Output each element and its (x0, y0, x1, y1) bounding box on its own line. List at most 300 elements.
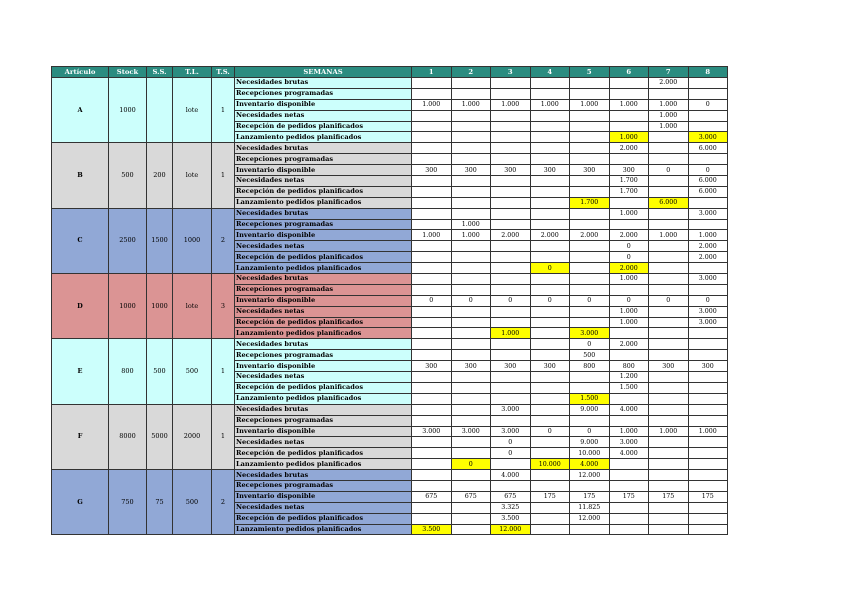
week-value-cell[interactable] (688, 110, 728, 121)
week-value-cell[interactable] (451, 448, 491, 459)
week-value-cell[interactable] (570, 480, 610, 491)
week-value-cell[interactable] (491, 143, 531, 154)
week-value-cell[interactable]: 0 (530, 426, 570, 437)
week-value-cell[interactable] (530, 502, 570, 513)
row-label-cell[interactable]: Recepciones programadas (235, 88, 412, 99)
week-value-cell[interactable] (491, 350, 531, 361)
safety-stock-cell[interactable] (147, 78, 173, 143)
week-value-cell[interactable]: 1.000 (609, 426, 649, 437)
week-value-cell[interactable] (649, 350, 689, 361)
week-value-cell[interactable]: 2.000 (688, 241, 728, 252)
week-value-cell[interactable] (491, 110, 531, 121)
week-value-cell[interactable] (451, 252, 491, 263)
week-value-cell[interactable] (688, 513, 728, 524)
week-value-cell[interactable] (530, 274, 570, 285)
week-value-cell[interactable] (412, 88, 452, 99)
week-value-cell[interactable]: 3.500 (412, 524, 452, 535)
week-value-cell[interactable] (570, 121, 610, 132)
week-value-cell[interactable]: 6.000 (649, 197, 689, 208)
week-value-cell[interactable] (530, 252, 570, 263)
stock-cell[interactable]: 2500 (109, 208, 147, 273)
week-value-cell[interactable] (412, 404, 452, 415)
week-value-cell[interactable]: 2.000 (609, 263, 649, 274)
week-value-cell[interactable] (649, 459, 689, 470)
week-value-cell[interactable] (530, 448, 570, 459)
article-name-cell[interactable]: C (52, 208, 109, 273)
week-value-cell[interactable] (491, 459, 531, 470)
week-value-cell[interactable] (649, 513, 689, 524)
week-value-cell[interactable] (530, 132, 570, 143)
week-value-cell[interactable]: 4.000 (609, 448, 649, 459)
row-label-cell[interactable]: Necesidades brutas (235, 78, 412, 89)
week-value-cell[interactable] (649, 470, 689, 481)
week-value-cell[interactable] (649, 328, 689, 339)
week-value-cell[interactable] (530, 437, 570, 448)
row-label-cell[interactable]: Lanzamiento pedidos planificados (235, 132, 412, 143)
week-value-cell[interactable]: 300 (570, 165, 610, 176)
week-value-cell[interactable] (451, 132, 491, 143)
week-value-cell[interactable] (688, 382, 728, 393)
week-value-cell[interactable]: 6.000 (688, 186, 728, 197)
week-value-cell[interactable]: 1.000 (649, 121, 689, 132)
week-value-cell[interactable]: 1.000 (609, 99, 649, 110)
week-value-cell[interactable]: 300 (530, 165, 570, 176)
row-label-cell[interactable]: Recepción de pedidos planificados (235, 448, 412, 459)
week-value-cell[interactable]: 300 (412, 165, 452, 176)
week-value-cell[interactable] (649, 448, 689, 459)
week-value-cell[interactable] (412, 121, 452, 132)
week-value-cell[interactable]: 2.000 (570, 230, 610, 241)
article-name-cell[interactable]: G (52, 470, 109, 535)
safety-stock-cell[interactable]: 75 (147, 470, 173, 535)
week-value-cell[interactable]: 3.000 (570, 328, 610, 339)
week-value-cell[interactable]: 0 (570, 295, 610, 306)
week-value-cell[interactable] (688, 121, 728, 132)
week-value-cell[interactable]: 1.000 (609, 132, 649, 143)
week-value-cell[interactable] (688, 197, 728, 208)
row-label-cell[interactable]: Recepción de pedidos planificados (235, 317, 412, 328)
week-value-cell[interactable] (530, 393, 570, 404)
row-label-cell[interactable]: Inventario disponible (235, 99, 412, 110)
week-value-cell[interactable] (649, 241, 689, 252)
row-label-cell[interactable]: Lanzamiento pedidos planificados (235, 328, 412, 339)
week-value-cell[interactable] (491, 176, 531, 187)
week-value-cell[interactable]: 4.000 (609, 404, 649, 415)
week-value-cell[interactable] (609, 121, 649, 132)
week-value-cell[interactable] (491, 121, 531, 132)
week-value-cell[interactable] (688, 154, 728, 165)
week-value-cell[interactable] (609, 415, 649, 426)
week-value-cell[interactable]: 1.000 (491, 328, 531, 339)
week-value-cell[interactable]: 0 (609, 252, 649, 263)
header-week-3[interactable]: 3 (491, 67, 531, 78)
week-value-cell[interactable]: 11.825 (570, 502, 610, 513)
week-value-cell[interactable] (412, 393, 452, 404)
header-week-2[interactable]: 2 (451, 67, 491, 78)
week-value-cell[interactable]: 0 (451, 295, 491, 306)
week-value-cell[interactable] (649, 317, 689, 328)
row-label-cell[interactable]: Necesidades netas (235, 372, 412, 383)
week-value-cell[interactable] (688, 78, 728, 89)
week-value-cell[interactable]: 1.000 (451, 219, 491, 230)
week-value-cell[interactable] (609, 78, 649, 89)
week-value-cell[interactable] (530, 197, 570, 208)
lead-time-cell[interactable]: 1 (212, 404, 235, 469)
week-value-cell[interactable] (412, 415, 452, 426)
week-value-cell[interactable] (491, 372, 531, 383)
week-value-cell[interactable]: 1.700 (609, 176, 649, 187)
row-label-cell[interactable]: Recepciones programadas (235, 154, 412, 165)
week-value-cell[interactable]: 1.000 (530, 99, 570, 110)
week-value-cell[interactable] (530, 121, 570, 132)
safety-stock-cell[interactable]: 500 (147, 339, 173, 404)
lot-size-cell[interactable]: 500 (173, 339, 212, 404)
week-value-cell[interactable] (609, 470, 649, 481)
week-value-cell[interactable]: 1.000 (649, 426, 689, 437)
week-value-cell[interactable] (451, 110, 491, 121)
week-value-cell[interactable] (649, 524, 689, 535)
week-value-cell[interactable] (609, 393, 649, 404)
row-label-cell[interactable]: Lanzamiento pedidos planificados (235, 459, 412, 470)
week-value-cell[interactable]: 2.000 (609, 339, 649, 350)
week-value-cell[interactable] (412, 470, 452, 481)
week-value-cell[interactable]: 3.000 (688, 208, 728, 219)
week-value-cell[interactable] (688, 404, 728, 415)
week-value-cell[interactable] (609, 502, 649, 513)
stock-cell[interactable]: 800 (109, 339, 147, 404)
week-value-cell[interactable] (451, 284, 491, 295)
week-value-cell[interactable]: 175 (530, 491, 570, 502)
week-value-cell[interactable] (451, 88, 491, 99)
week-value-cell[interactable]: 2.000 (688, 252, 728, 263)
week-value-cell[interactable]: 4.000 (491, 470, 531, 481)
week-value-cell[interactable] (649, 284, 689, 295)
week-value-cell[interactable] (451, 121, 491, 132)
week-value-cell[interactable] (412, 78, 452, 89)
stock-cell[interactable]: 500 (109, 143, 147, 208)
week-value-cell[interactable]: 0 (491, 295, 531, 306)
week-value-cell[interactable] (570, 78, 610, 89)
safety-stock-cell[interactable]: 1500 (147, 208, 173, 273)
week-value-cell[interactable] (570, 154, 610, 165)
week-value-cell[interactable] (649, 437, 689, 448)
week-value-cell[interactable] (570, 208, 610, 219)
week-value-cell[interactable] (491, 132, 531, 143)
week-value-cell[interactable] (530, 186, 570, 197)
week-value-cell[interactable] (609, 459, 649, 470)
week-value-cell[interactable] (530, 372, 570, 383)
week-value-cell[interactable] (570, 132, 610, 143)
week-value-cell[interactable]: 0 (609, 241, 649, 252)
week-value-cell[interactable] (491, 154, 531, 165)
header-ss[interactable]: S.S. (147, 67, 173, 78)
week-value-cell[interactable] (530, 110, 570, 121)
lot-size-cell[interactable]: lote (173, 143, 212, 208)
week-value-cell[interactable]: 3.000 (491, 426, 531, 437)
week-value-cell[interactable] (609, 219, 649, 230)
week-value-cell[interactable] (451, 404, 491, 415)
week-value-cell[interactable]: 300 (491, 361, 531, 372)
row-label-cell[interactable]: Necesidades brutas (235, 339, 412, 350)
lot-size-cell[interactable]: 1000 (173, 208, 212, 273)
lot-size-cell[interactable]: lote (173, 274, 212, 339)
week-value-cell[interactable]: 1.000 (649, 99, 689, 110)
stock-cell[interactable]: 750 (109, 470, 147, 535)
week-value-cell[interactable] (412, 372, 452, 383)
week-value-cell[interactable] (530, 88, 570, 99)
week-value-cell[interactable] (451, 197, 491, 208)
week-value-cell[interactable] (570, 252, 610, 263)
week-value-cell[interactable] (412, 339, 452, 350)
week-value-cell[interactable] (688, 339, 728, 350)
lot-size-cell[interactable]: lote (173, 78, 212, 143)
header-week-1[interactable]: 1 (412, 67, 452, 78)
row-label-cell[interactable]: Recepciones programadas (235, 415, 412, 426)
row-label-cell[interactable]: Necesidades netas (235, 241, 412, 252)
week-value-cell[interactable] (491, 274, 531, 285)
week-value-cell[interactable] (451, 437, 491, 448)
week-value-cell[interactable] (451, 393, 491, 404)
week-value-cell[interactable] (570, 110, 610, 121)
week-value-cell[interactable] (412, 306, 452, 317)
week-value-cell[interactable] (649, 480, 689, 491)
stock-cell[interactable]: 1000 (109, 78, 147, 143)
week-value-cell[interactable]: 2.000 (530, 230, 570, 241)
week-value-cell[interactable] (570, 317, 610, 328)
row-label-cell[interactable]: Recepción de pedidos planificados (235, 121, 412, 132)
lead-time-cell[interactable]: 1 (212, 339, 235, 404)
week-value-cell[interactable] (649, 274, 689, 285)
week-value-cell[interactable]: 0 (412, 295, 452, 306)
week-value-cell[interactable] (570, 263, 610, 274)
week-value-cell[interactable] (412, 502, 452, 513)
week-value-cell[interactable]: 6.000 (688, 176, 728, 187)
row-label-cell[interactable]: Necesidades brutas (235, 274, 412, 285)
lot-size-cell[interactable]: 2000 (173, 404, 212, 469)
week-value-cell[interactable] (570, 186, 610, 197)
week-value-cell[interactable] (688, 350, 728, 361)
week-value-cell[interactable]: 3.000 (451, 426, 491, 437)
header-week-6[interactable]: 6 (609, 67, 649, 78)
week-value-cell[interactable] (688, 480, 728, 491)
week-value-cell[interactable] (412, 208, 452, 219)
week-value-cell[interactable]: 3.500 (491, 513, 531, 524)
week-value-cell[interactable] (491, 78, 531, 89)
week-value-cell[interactable]: 12.000 (570, 513, 610, 524)
week-value-cell[interactable] (491, 219, 531, 230)
week-value-cell[interactable] (451, 274, 491, 285)
week-value-cell[interactable] (491, 252, 531, 263)
week-value-cell[interactable] (570, 306, 610, 317)
week-value-cell[interactable] (649, 263, 689, 274)
week-value-cell[interactable] (609, 513, 649, 524)
week-value-cell[interactable]: 6.000 (688, 143, 728, 154)
week-value-cell[interactable] (570, 524, 610, 535)
week-value-cell[interactable] (570, 284, 610, 295)
week-value-cell[interactable]: 1.500 (609, 382, 649, 393)
week-value-cell[interactable]: 1.000 (649, 230, 689, 241)
week-value-cell[interactable]: 300 (688, 361, 728, 372)
week-value-cell[interactable] (609, 328, 649, 339)
week-value-cell[interactable]: 4.000 (570, 459, 610, 470)
week-value-cell[interactable]: 1.500 (570, 393, 610, 404)
week-value-cell[interactable] (570, 382, 610, 393)
week-value-cell[interactable]: 300 (609, 165, 649, 176)
article-name-cell[interactable]: B (52, 143, 109, 208)
week-value-cell[interactable] (649, 502, 689, 513)
week-value-cell[interactable]: 10.000 (570, 448, 610, 459)
header-week-5[interactable]: 5 (570, 67, 610, 78)
week-value-cell[interactable] (649, 143, 689, 154)
week-value-cell[interactable]: 0 (570, 339, 610, 350)
header-week-7[interactable]: 7 (649, 67, 689, 78)
row-label-cell[interactable]: Recepción de pedidos planificados (235, 382, 412, 393)
week-value-cell[interactable]: 800 (570, 361, 610, 372)
week-value-cell[interactable]: 0 (570, 426, 610, 437)
week-value-cell[interactable] (451, 513, 491, 524)
week-value-cell[interactable] (570, 176, 610, 187)
week-value-cell[interactable]: 0 (688, 295, 728, 306)
week-value-cell[interactable]: 0 (688, 165, 728, 176)
week-value-cell[interactable] (451, 143, 491, 154)
week-value-cell[interactable] (649, 154, 689, 165)
week-value-cell[interactable] (649, 208, 689, 219)
header-semanas[interactable]: SEMANAS (235, 67, 412, 78)
week-value-cell[interactable]: 0 (530, 295, 570, 306)
week-value-cell[interactable] (412, 480, 452, 491)
week-value-cell[interactable] (491, 88, 531, 99)
row-label-cell[interactable]: Inventario disponible (235, 491, 412, 502)
week-value-cell[interactable] (570, 88, 610, 99)
week-value-cell[interactable] (412, 284, 452, 295)
week-value-cell[interactable] (530, 219, 570, 230)
week-value-cell[interactable] (451, 415, 491, 426)
row-label-cell[interactable]: Recepción de pedidos planificados (235, 186, 412, 197)
week-value-cell[interactable]: 0 (688, 99, 728, 110)
week-value-cell[interactable] (530, 78, 570, 89)
week-value-cell[interactable] (412, 132, 452, 143)
week-value-cell[interactable] (530, 524, 570, 535)
week-value-cell[interactable] (688, 524, 728, 535)
row-label-cell[interactable]: Lanzamiento pedidos planificados (235, 524, 412, 535)
week-value-cell[interactable]: 9.000 (570, 437, 610, 448)
week-value-cell[interactable] (491, 208, 531, 219)
week-value-cell[interactable] (570, 372, 610, 383)
week-value-cell[interactable] (491, 284, 531, 295)
week-value-cell[interactable] (530, 241, 570, 252)
week-value-cell[interactable] (688, 372, 728, 383)
week-value-cell[interactable]: 300 (451, 165, 491, 176)
row-label-cell[interactable]: Inventario disponible (235, 361, 412, 372)
week-value-cell[interactable] (451, 480, 491, 491)
row-label-cell[interactable]: Recepción de pedidos planificados (235, 513, 412, 524)
week-value-cell[interactable] (609, 350, 649, 361)
week-value-cell[interactable]: 10.000 (530, 459, 570, 470)
week-value-cell[interactable] (649, 382, 689, 393)
row-label-cell[interactable]: Recepciones programadas (235, 480, 412, 491)
week-value-cell[interactable] (491, 241, 531, 252)
week-value-cell[interactable] (688, 459, 728, 470)
header-stock[interactable]: Stock (109, 67, 147, 78)
week-value-cell[interactable]: 1.000 (412, 99, 452, 110)
week-value-cell[interactable] (649, 306, 689, 317)
week-value-cell[interactable] (491, 393, 531, 404)
week-value-cell[interactable] (451, 208, 491, 219)
week-value-cell[interactable] (451, 186, 491, 197)
row-label-cell[interactable]: Necesidades brutas (235, 470, 412, 481)
week-value-cell[interactable] (530, 404, 570, 415)
week-value-cell[interactable] (609, 88, 649, 99)
row-label-cell[interactable]: Inventario disponible (235, 230, 412, 241)
week-value-cell[interactable] (451, 176, 491, 187)
week-value-cell[interactable] (688, 470, 728, 481)
week-value-cell[interactable]: 175 (609, 491, 649, 502)
week-value-cell[interactable] (491, 480, 531, 491)
week-value-cell[interactable]: 1.000 (649, 110, 689, 121)
week-value-cell[interactable] (649, 393, 689, 404)
week-value-cell[interactable] (570, 274, 610, 285)
lead-time-cell[interactable]: 1 (212, 78, 235, 143)
week-value-cell[interactable] (570, 415, 610, 426)
week-value-cell[interactable] (649, 372, 689, 383)
week-value-cell[interactable] (609, 154, 649, 165)
week-value-cell[interactable] (412, 252, 452, 263)
week-value-cell[interactable] (609, 524, 649, 535)
week-value-cell[interactable]: 0 (491, 437, 531, 448)
stock-cell[interactable]: 8000 (109, 404, 147, 469)
header-tl[interactable]: T.L. (173, 67, 212, 78)
row-label-cell[interactable]: Inventario disponible (235, 295, 412, 306)
week-value-cell[interactable] (451, 328, 491, 339)
week-value-cell[interactable] (491, 317, 531, 328)
week-value-cell[interactable]: 2.000 (649, 78, 689, 89)
week-value-cell[interactable] (530, 415, 570, 426)
week-value-cell[interactable] (412, 186, 452, 197)
week-value-cell[interactable] (530, 480, 570, 491)
week-value-cell[interactable]: 2.000 (609, 230, 649, 241)
row-label-cell[interactable]: Necesidades brutas (235, 404, 412, 415)
week-value-cell[interactable] (451, 263, 491, 274)
week-value-cell[interactable]: 9.000 (570, 404, 610, 415)
week-value-cell[interactable] (491, 197, 531, 208)
week-value-cell[interactable]: 1.000 (412, 230, 452, 241)
header-ts[interactable]: T.S. (212, 67, 235, 78)
week-value-cell[interactable] (491, 339, 531, 350)
week-value-cell[interactable]: 675 (491, 491, 531, 502)
row-label-cell[interactable]: Necesidades netas (235, 502, 412, 513)
week-value-cell[interactable]: 3.000 (491, 404, 531, 415)
week-value-cell[interactable] (688, 393, 728, 404)
lead-time-cell[interactable]: 2 (212, 470, 235, 535)
week-value-cell[interactable]: 1.000 (451, 99, 491, 110)
week-value-cell[interactable] (451, 524, 491, 535)
week-value-cell[interactable]: 3.000 (688, 317, 728, 328)
row-label-cell[interactable]: Recepción de pedidos planificados (235, 252, 412, 263)
week-value-cell[interactable] (530, 382, 570, 393)
week-value-cell[interactable]: 2.000 (491, 230, 531, 241)
week-value-cell[interactable]: 675 (412, 491, 452, 502)
week-value-cell[interactable] (451, 339, 491, 350)
week-value-cell[interactable] (688, 284, 728, 295)
week-value-cell[interactable]: 12.000 (491, 524, 531, 535)
week-value-cell[interactable] (649, 88, 689, 99)
week-value-cell[interactable] (530, 328, 570, 339)
row-label-cell[interactable]: Lanzamiento pedidos planificados (235, 393, 412, 404)
week-value-cell[interactable] (412, 154, 452, 165)
week-value-cell[interactable] (609, 480, 649, 491)
week-value-cell[interactable]: 3.000 (688, 306, 728, 317)
week-value-cell[interactable]: 800 (609, 361, 649, 372)
